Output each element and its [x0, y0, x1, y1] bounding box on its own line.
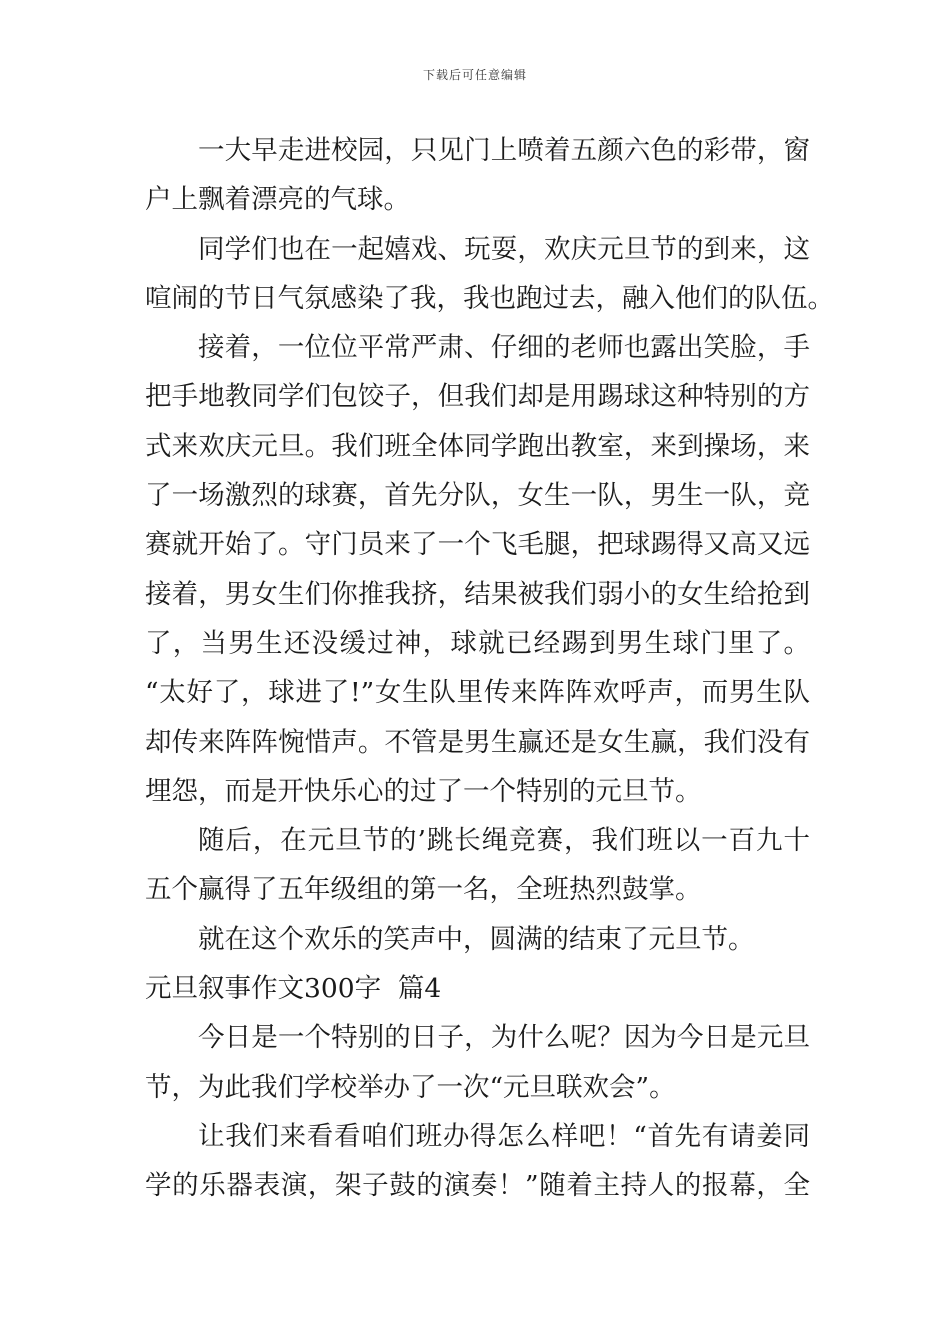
text-line: 接着，男女生们你推我挤，结果被我们弱小的女生给抢到: [145, 578, 810, 610]
text-line: 让我们来看看咱们班办得怎么样吧！“首先有请姜同: [198, 1120, 810, 1152]
text-line: 了一场激烈的球赛，首先分队，女生一队，男生一队，竞: [145, 480, 810, 512]
text-line: 就在这个欢乐的笑声中，圆满的结束了元旦节。: [198, 923, 755, 955]
text-line: 式来欢庆元旦。我们班全体同学跑出教室，来到操场，来: [145, 430, 810, 462]
body-text: [145, 126, 834, 1211]
text-line: 把手地教同学们包饺子，但我们却是用踢球这种特别的方: [145, 381, 810, 413]
text-line: 却传来阵阵惋惜声。不管是男生赢还是女生赢，我们没有: [145, 726, 810, 758]
text-line: 埋怨，而是开快乐心的过了一个特别的元旦节。: [145, 775, 702, 807]
text-line: 户上飘着漂亮的气球。: [145, 184, 410, 216]
text-line: 学的乐器表演，架子鼓的演奏！”随着主持人的报幕，全: [145, 1170, 810, 1202]
text-line: 接着，一位位平常严肃、仔细的老师也露出笑脸，手: [198, 332, 810, 364]
text-line: 节，为此我们学校举办了一次“元旦联欢会”。: [145, 1071, 676, 1103]
text-line: 赛就开始了。守门员来了一个飞毛腿，把球踢得又高又远: [145, 529, 810, 561]
text-line: 随后，在元旦节的’跳长绳竞赛，我们班以一百九十: [198, 825, 810, 857]
text-line: 一大早走进校园，只见门上喷着五颜六色的彩带，窗: [198, 135, 810, 166]
text-line: 五个赢得了五年级组的第一名，全班热烈鼓掌。: [145, 874, 702, 906]
text-line: 今日是一个特别的日子，为什么呢？因为今日是元旦: [198, 1022, 810, 1054]
section-heading: 元旦叙事作文300字 篇4: [145, 973, 442, 1005]
text-line: “太好了，球进了!”女生队里传来阵阵欢呼声，而男生队: [145, 677, 810, 709]
text-line: 喧闹的节日气氛感染了我，我也跑过去，融入他们的队伍。: [145, 282, 834, 314]
header-note: 下载后可任意编辑: [422, 68, 527, 82]
text-line: 同学们也在一起嬉戏、玩耍，欢庆元旦节的到来，这: [198, 233, 810, 265]
text-line: 了，当男生还没缓过神，球就已经踢到男生球门里了。: [145, 627, 810, 659]
